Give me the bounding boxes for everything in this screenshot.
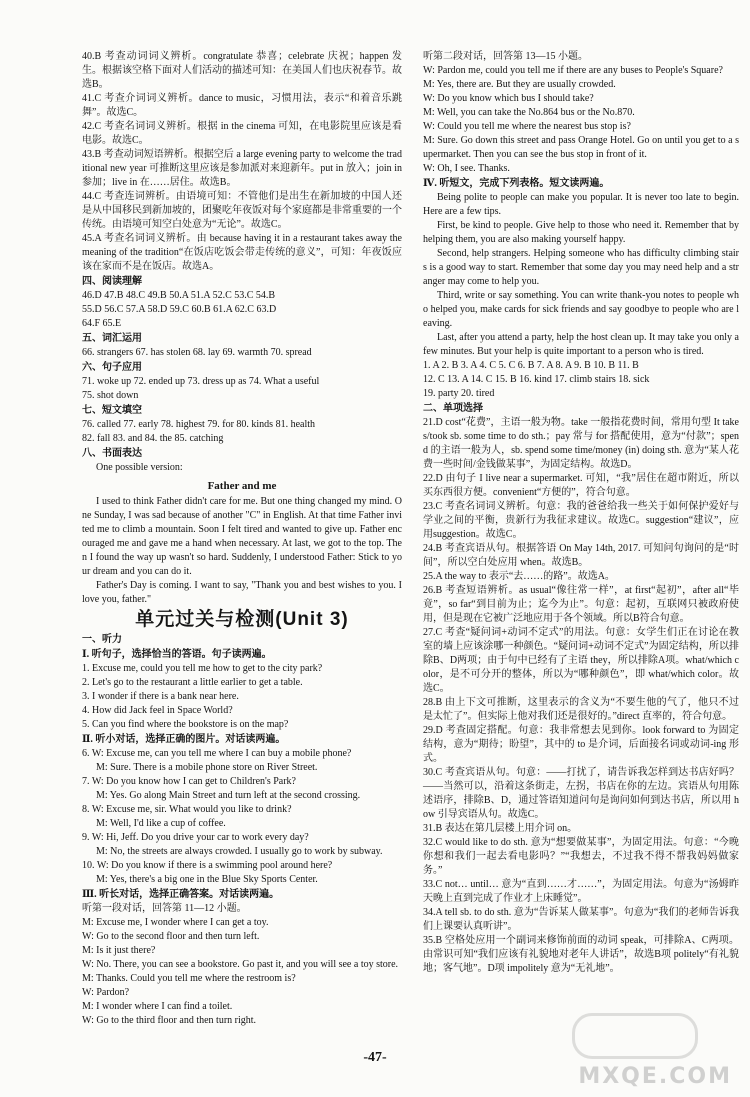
- text-line: 64.F 65.E: [82, 318, 122, 329]
- text-line: 46.D 47.B 48.C 49.B 50.A 51.A 52.C 53.C 54.B: [82, 290, 276, 301]
- text-line: W: Go to the second floor and then turn left.: [82, 931, 260, 942]
- text-line: 听第二段对话，回答第 13—15 小题。: [423, 51, 588, 62]
- text-line: 66. strangers 67. has stolen 68. lay 69. warmth 70. spread: [82, 347, 312, 358]
- right-column: [423, 50, 739, 976]
- watermark-seal: [572, 1013, 698, 1059]
- section-heading: Ⅳ. 听短文，完成下列表格。短文读两遍。: [423, 178, 610, 189]
- text-line: 2. Let's go to the restaurant a little earlier to get a table.: [82, 677, 303, 688]
- text-line: 21.D cost“花费”，主语一般为物。take 一般指花费时间，常用句型 It takes/took sb. some time to do sth.；pay 常与 for 搭配使用，意为“付款”；spend 的主语一般为人，sb. spend some time/money (in) doing sth. 意为“某人花费一些时间/金钱做某事”，为固定结构。故选D。: [423, 417, 739, 470]
- text-line: I used to think Father didn't care for me. But one thing changed my mind. One Sunday, I was sad because of another "C" in English. At that time Father invited me to climb a mountain. Soon I felt tired and wanted to give up. Father encouraged me and gave me a hand when necessary. At last, we got to the top. Then I found the way up wasn't so hard. Suddenly, I understood Father: Stick to your dream and you can do it.: [82, 496, 402, 577]
- text-line: 6. W: Excuse me, can you tell me where I can buy a mobile phone?: [82, 748, 352, 759]
- text-line: M: No, the streets are always crowded. I usually go to work by subway.: [96, 846, 383, 857]
- text-line: M: Sure. There is a mobile phone store on River Street.: [96, 762, 318, 773]
- text-line: 82. fall 83. and 84. the 85. catching: [82, 433, 224, 444]
- text-line: M: Thanks. Could you tell me where the restroom is?: [82, 973, 296, 984]
- section-heading: 二、单项选择: [423, 403, 483, 414]
- text-line: 40.B 考查动词词义辨析。congratulate 恭喜；celebrate 庆祝；happen 发生。根据该空格下面对人们活动的描述可知：在美国人们也庆祝春节。故选B。: [82, 51, 402, 90]
- text-line: 76. called 77. early 78. highest 79. for 80. kinds 81. health: [82, 419, 316, 430]
- text-line: M: Well, you can take the No.864 bus or the No.870.: [423, 107, 635, 118]
- section-heading: 五、词汇运用: [82, 333, 142, 344]
- text-line: M: Well, I'd like a cup of coffee.: [96, 818, 226, 829]
- text-line: 41.C 考查介词词义辨析。dance to music，习惯用法，表示“和着音乐跳舞”。故选C。: [82, 93, 402, 118]
- text-line: M: I wonder where I can find a toilet.: [82, 1001, 233, 1012]
- text-line: 34.A tell sb. to do sth. 意为“告诉某人做某事”。句意为“我们的老师告诉我们上课要认真听讲”。: [423, 907, 739, 932]
- text-line: 27.C 考查“疑问词+动词不定式”的用法。句意：女学生们正在讨论在教室的墙上应该涂哪一种颜色。“疑问词+动词不定式”为固定结构，所以排除B、D两项；由于句中已经有了主语 they，所以排除A项。what/which color，是不可分开的整体，所以为“哪种颜色”，即 what/which color。故选C。: [423, 627, 739, 694]
- text-line: 25.A the way to 表示“去……的路”。故选A。: [423, 571, 615, 582]
- text-line: M: Yes, there's a big one in the Blue Sky Sports Center.: [96, 874, 318, 885]
- section-heading: Ⅰ. 听句子，选择恰当的答语。句子读两遍。: [82, 649, 272, 660]
- text-line: Third, write or say something. You can write thank-you notes to people who helped you, make cards for sick friends and say goodbye to people who are leaving.: [423, 290, 739, 329]
- text-line: W: Pardon?: [82, 987, 130, 998]
- page-number: -47-: [363, 1050, 387, 1065]
- text-line: 22.D 由句子 I live near a supermarket. 可知，“我”居住在超市附近，所以买东西很方便。convenient“方便的”，符合句意。: [423, 473, 739, 498]
- section-heading: 八、书面表达: [82, 448, 142, 459]
- text-line: W: No. There, you can see a bookstore. Go past it, and you will see a toy store.: [82, 959, 399, 970]
- text-line: 44.C 考查连词辨析。由语境可知：不管他们是出生在新加坡的中国人还是从中国移民到新加坡的，团聚吃年夜饭对每个家庭都是非常重要的一个传统。由语境可知空白处意为“无论”。故选C。: [82, 191, 402, 230]
- watermark: MXQE.COM: [578, 1064, 732, 1089]
- text-line: 43.B 考查动词短语辨析。根据空后 a large evening party to welcome the traditional new year 可推断这里应该是参加派对来迎新年。put in 放入；join in 参加；live in 在……居住。故选B。: [82, 149, 402, 188]
- text-line: Father's Day is coming. I want to say, "Thank you and best wishes to you. I love you, father.": [82, 580, 402, 605]
- text-line: 71. woke up 72. ended up 73. dress up as 74. What a useful: [82, 376, 320, 387]
- text-line: 9. W: Hi, Jeff. Do you drive your car to work every day?: [82, 832, 309, 843]
- text-line: 24.B 考查宾语从句。根据答语 On May 14th, 2017. 可知问句询问的是“时间”，所以空白处应用 when。故选B。: [423, 543, 739, 568]
- section-heading: Ⅲ. 听长对话，选择正确答案。对话读两遍。: [82, 889, 280, 900]
- text-line: 45.A 考查名词词义辨析。由 because having it in a restaurant takes away the meaning of the tradition“在饭店吃饭会带走传统的意义”，可知：年夜饭应该在家而不是在饭店。故选A。: [82, 233, 402, 272]
- text-line: 3. I wonder if there is a bank near here.: [82, 691, 239, 702]
- text-line: M: Yes, there are. But they are usually crowded.: [423, 79, 616, 90]
- text-line: 55.D 56.C 57.A 58.D 59.C 60.B 61.A 62.C 63.D: [82, 304, 277, 315]
- text-line: Second, help strangers. Helping someone who has difficulty climbing stairs is a good way to start. Remember that some day you may need help and a stranger may come to help you.: [423, 248, 739, 287]
- text-line: 4. How did Jack feel in Space World?: [82, 705, 233, 716]
- text-line: 23.C 考查名词词义辨析。句意：我的爸爸给我一些关于如何保护爱好与学业之间的平衡，贵新行为我征求建议。故选C。suggestion“建议”，应用suggestion。故选C。: [423, 501, 739, 540]
- text-line: 32.C would like to do sth. 意为“想要做某事”，为固定用法。句意：“今晚你想和我们一起去看电影吗？”“我想去，不过我不得不帮我妈妈做家务。”: [423, 837, 739, 876]
- text-line: W: Do you know which bus I should take?: [423, 93, 594, 104]
- text-line: 10. W: Do you know if there is a swimming pool around here?: [82, 860, 333, 871]
- text-line: 1. Excuse me, could you tell me how to get to the city park?: [82, 663, 323, 674]
- text-line: Being polite to people can make you popular. It is never too late to begin. Here are a few tips.: [423, 192, 739, 217]
- text-line: M: Yes. Go along Main Street and turn left at the second crossing.: [96, 790, 361, 801]
- text-line: 7. W: Do you know how I can get to Children's Park?: [82, 776, 296, 787]
- text-line: 42.C 考查名词词义辨析。根据 in the cinema 可知，在电影院里应该是看电影。故选C。: [82, 121, 402, 146]
- text-line: 30.C 考查宾语从句。句意：——打扰了，请告诉我怎样到达书店好吗？——当然可以，沿着这条街走，左拐，书店在你的左边。宾语从句用陈述语序，排除B、D，通过答语知道问句是询问如何到达书店，所以用 how 引导宾语从句。故选C。: [423, 767, 739, 820]
- text-line: W: Go to the third floor and then turn right.: [82, 1015, 257, 1026]
- text-line: 19. party 20. tired: [423, 388, 495, 399]
- text-line: M: Sure. Go down this street and pass Orange Hotel. Go on until you get to a supermarket. Then you can see the bus stop in front of it.: [423, 135, 739, 160]
- unit-title: 单元过关与检测(Unit 3): [135, 609, 349, 630]
- text-line: One possible version:: [96, 462, 183, 473]
- text-line: 12. C 13. A 14. C 15. B 16. kind 17. climb stairs 18. sick: [423, 374, 650, 385]
- text-line: W: Could you tell me where the nearest bus stop is?: [423, 121, 631, 132]
- section-heading: 六、句子应用: [82, 362, 142, 373]
- left-column: [82, 50, 402, 1028]
- text-line: 33.C not… until… 意为“直到……才……”，为固定用法。句意为“汤姆昨天晚上直到完成了作业才上床睡觉”。: [423, 879, 739, 904]
- text-line: M: Is it just there?: [82, 945, 156, 956]
- section-heading: 一、听力: [82, 634, 122, 645]
- text-line: 26.B 考查短语辨析。as usual“像往常一样”，at first“起初”，after all“毕竟”，so far“到目前为止；迄今为止”。句意：起初，互联网只被政府使用，但是现在它被广泛地应用于各个领域。所以B符合句意。: [423, 585, 739, 624]
- text-line: 31.B 表达在第几层楼上用介词 on。: [423, 823, 578, 834]
- text-line: Last, after you attend a party, help the host clean up. It may take you only a few minutes. But your help is quite important to a person who is tired.: [423, 332, 739, 357]
- text-line: 28.B 由上下文可推断，这里表示的含义为“不要生他的气了，他只不过是太忙了”。但实际上他对我们还是很好的。”direct 直率的，符合句意。: [423, 697, 739, 722]
- text-line: 29.D 考查固定搭配。句意：我非常想去见到你。look forward to 为固定结构，意为“期待；盼望”，其中的 to 是介词，后面接名词或动词-ing 形式。: [423, 725, 739, 764]
- text-line: 8. W: Excuse me, sir. What would you like to drink?: [82, 804, 292, 815]
- text-line: 1. A 2. B 3. A 4. C 5. C 6. B 7. A 8. A 9. B 10. B 11. B: [423, 360, 639, 371]
- text-line: M: Excuse me, I wonder where I can get a toy.: [82, 917, 269, 928]
- text-line: 听第一段对话，回答第 11—12 小题。: [82, 903, 247, 914]
- text-line: W: Oh, I see. Thanks.: [423, 163, 510, 174]
- text-line: 75. shot down: [82, 390, 139, 401]
- essay-title: Father and me: [207, 480, 277, 492]
- text-line: First, be kind to people. Give help to those who need it. Remember that by helping them, you are also making yourself happy.: [423, 220, 739, 245]
- text-line: 35.B 空格处应用一个副词来修饰前面的动词 speak，可排除A、C两项。由常识可知“我们应该有礼貌地对老年人讲话”，故选B项 politely“有礼貌地；客气地”。D项 impolitely 意为“无礼地”。: [423, 935, 739, 974]
- section-heading: Ⅱ. 听小对话，选择正确的图片。对话读两遍。: [82, 734, 286, 745]
- text-line: W: Pardon me, could you tell me if there are any buses to People's Square?: [423, 65, 723, 76]
- section-heading: 七、短文填空: [82, 405, 142, 416]
- section-heading: 四、阅读理解: [82, 276, 142, 287]
- text-line: 5. Can you find where the bookstore is on the map?: [82, 719, 289, 730]
